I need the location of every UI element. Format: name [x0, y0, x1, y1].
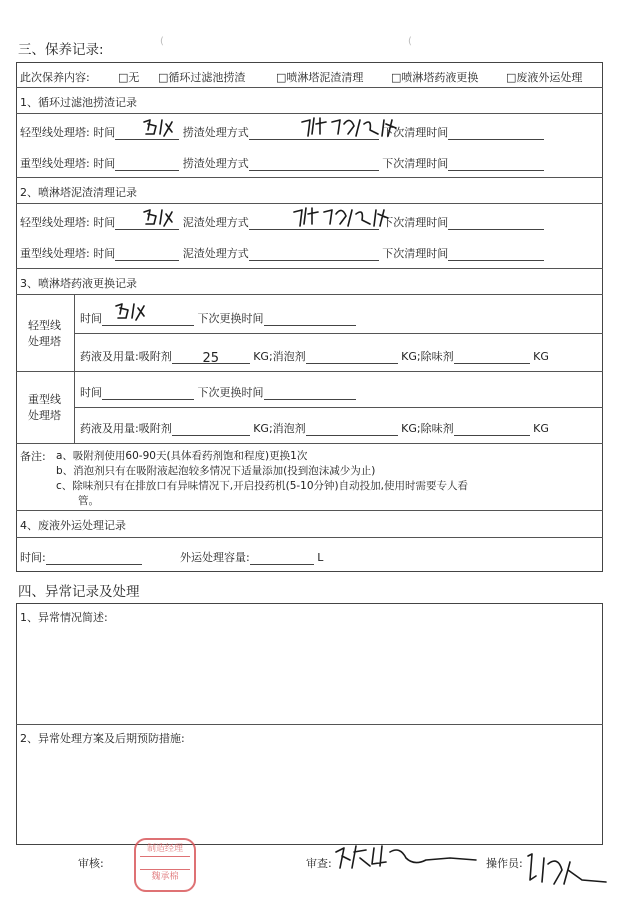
rule — [16, 510, 603, 511]
rule — [74, 333, 603, 334]
sludge-light-next-field[interactable] — [448, 217, 544, 230]
note-a: a、吸附剂使用60-90天(具体看药剂饱和程度)更换1次 — [56, 450, 308, 462]
note-c-line2: 管。 — [78, 495, 99, 507]
sludge-light-label: 轻型线处理塔: — [20, 216, 90, 229]
next-label: 下次更换时间 — [197, 386, 264, 399]
exception-plan-label: 2、异常处理方案及后期预防措施: — [20, 732, 185, 745]
deodor-label: KG;除味剂 — [401, 422, 454, 435]
sludge-heavy-time-field[interactable] — [115, 248, 179, 261]
note-b: b、消泡剂只有在吸附液起泡较多情况下适量添加(投到泡沫减少为止) — [56, 465, 376, 477]
rule — [16, 177, 603, 178]
chem-heavy-time-field[interactable] — [102, 387, 194, 400]
method-label: 捞渣处理方式 — [182, 157, 249, 170]
chem-heavy-adsorbent-field[interactable] — [172, 423, 250, 436]
waste-volume-row — [180, 549, 323, 565]
note-c-line1: c、除味剂只有在排放口有异味情况下,开启投药机(5-10分钟)自动投加,使用时需要专人看 — [56, 480, 468, 492]
chem-light-label — [28, 318, 61, 350]
scan-mark: ( — [160, 36, 164, 47]
filter-light-row — [20, 124, 544, 140]
method-label: 泥渣处理方式 — [182, 247, 249, 260]
chem-heavy-label-line2: 处理塔 — [28, 409, 61, 422]
defoamer-label: KG;消泡剂 — [253, 350, 306, 363]
waste-header: 4、废液外运处理记录 — [20, 519, 126, 532]
handwritten-method-scribble — [298, 112, 410, 142]
chem-light-defoamer-field[interactable] — [306, 351, 398, 364]
filter-heavy-next-field[interactable] — [448, 158, 544, 171]
time-label: 时间 — [80, 312, 102, 325]
handwritten-time-scribble — [140, 204, 190, 230]
stamp-date — [140, 856, 190, 870]
method-label: 捞渣处理方式 — [182, 126, 249, 139]
filter-light-label: 轻型线处理塔: — [20, 126, 90, 139]
operator-signature — [524, 846, 614, 890]
exception-desc-label: 1、异常情况简述: — [20, 611, 108, 624]
kg-unit: KG — [533, 350, 549, 363]
waste-volume-label: 外运处理容量: — [180, 551, 250, 564]
sludge-heavy-row — [20, 245, 544, 261]
chem-header: 3、喷淋塔药液更换记录 — [20, 277, 137, 290]
handwritten-method-scribble — [290, 202, 402, 232]
method-label: 泥渣处理方式 — [182, 216, 249, 229]
deodor-label: KG;除味剂 — [401, 350, 454, 363]
waste-row — [20, 549, 142, 565]
handwritten-time-scribble — [112, 298, 162, 324]
time-label: 时间 — [80, 386, 102, 399]
time-label: 时间 — [93, 157, 116, 170]
scope-label: 此次保养内容: — [20, 71, 90, 84]
sludge-heavy-next-field[interactable] — [448, 248, 544, 261]
handwritten-time-scribble — [140, 114, 190, 140]
sludge-heavy-label: 重型线处理塔: — [20, 247, 90, 260]
filter-heavy-row — [20, 155, 544, 171]
chem-light-adsorbent-field[interactable]: 25 — [172, 351, 250, 364]
stamp-name: 魏承棉 — [151, 872, 179, 882]
dose-label: 药液及用量:吸附剂 — [80, 422, 172, 435]
defoamer-label: KG;消泡剂 — [253, 422, 306, 435]
filter-light-next-field[interactable] — [448, 127, 544, 140]
inspect-label: 审查: — [306, 857, 332, 870]
filter-heavy-label: 重型线处理塔: — [20, 157, 90, 170]
filter-header: 1、循环过滤池捞渣记录 — [20, 96, 137, 109]
rule — [16, 294, 603, 295]
rule — [16, 443, 603, 444]
rule — [74, 407, 603, 408]
rule — [16, 537, 603, 538]
time-label: 时间 — [93, 216, 116, 229]
scan-mark: ( — [408, 36, 412, 47]
section-4-title: 四、异常记录及处理 — [18, 584, 140, 600]
chem-light-label-line2: 处理塔 — [28, 335, 61, 348]
dose-label: 药液及用量:吸附剂 — [80, 350, 172, 363]
chem-heavy-deodor-field[interactable] — [454, 423, 530, 436]
stamp-title: 制造经理 — [146, 844, 183, 854]
waste-volume-field[interactable] — [250, 552, 314, 565]
sludge-header: 2、喷淋塔泥渣清理记录 — [20, 186, 137, 199]
next-label: 下次清理时间 — [382, 247, 449, 260]
review-label: 审核: — [78, 857, 104, 870]
section-3-title: 三、保养记录: — [18, 42, 104, 58]
chem-heavy-label-line1: 重型线 — [28, 393, 61, 406]
approval-stamp — [134, 838, 196, 892]
next-label: 下次清理时间 — [382, 216, 449, 229]
chem-light-next-field[interactable] — [264, 313, 356, 326]
scope-option-filter[interactable]: □循环过滤池捞渣 — [158, 71, 246, 84]
next-label: 下次更换时间 — [197, 312, 264, 325]
next-label: 下次清理时间 — [382, 126, 449, 139]
time-label: 时间 — [93, 126, 116, 139]
chem-heavy-label — [28, 392, 61, 424]
next-label: 下次清理时间 — [382, 157, 449, 170]
sludge-light-row — [20, 214, 544, 230]
operator-label: 操作员: — [486, 857, 523, 870]
chem-heavy-dose-row — [80, 420, 549, 436]
chem-light-label-line1: 轻型线 — [28, 319, 61, 332]
time-label: 时间 — [93, 247, 116, 260]
scope-option-chemical[interactable]: □喷淋塔药液更换 — [391, 71, 479, 84]
notes-label: 备注: — [20, 450, 46, 463]
sludge-heavy-method-field[interactable] — [249, 248, 379, 261]
chem-light-dose-row — [80, 348, 549, 364]
filter-heavy-method-field[interactable] — [249, 158, 379, 171]
rule — [74, 294, 75, 443]
inspector-signature — [330, 838, 480, 874]
waste-time-label: 时间: — [20, 551, 46, 564]
scope-option-waste[interactable]: □废液外运处理 — [506, 71, 583, 84]
filter-heavy-time-field[interactable] — [115, 158, 179, 171]
rule — [16, 87, 603, 88]
scope-option-sludge[interactable]: □喷淋塔泥渣清理 — [276, 71, 364, 84]
scope-row — [20, 69, 90, 85]
rule — [16, 268, 603, 269]
waste-unit: L — [317, 551, 324, 564]
chem-heavy-defoamer-field[interactable] — [306, 423, 398, 436]
rule — [16, 724, 603, 725]
waste-time-field[interactable] — [46, 552, 142, 565]
chem-light-deodor-field[interactable] — [454, 351, 530, 364]
chem-heavy-time-row — [80, 384, 356, 400]
exception-desc-area[interactable] — [18, 626, 600, 722]
exception-plan-area[interactable] — [18, 747, 600, 843]
rule — [16, 371, 603, 372]
scope-option-none[interactable]: □无 — [118, 71, 140, 84]
kg-unit: KG — [533, 422, 549, 435]
chem-heavy-next-field[interactable] — [264, 387, 356, 400]
